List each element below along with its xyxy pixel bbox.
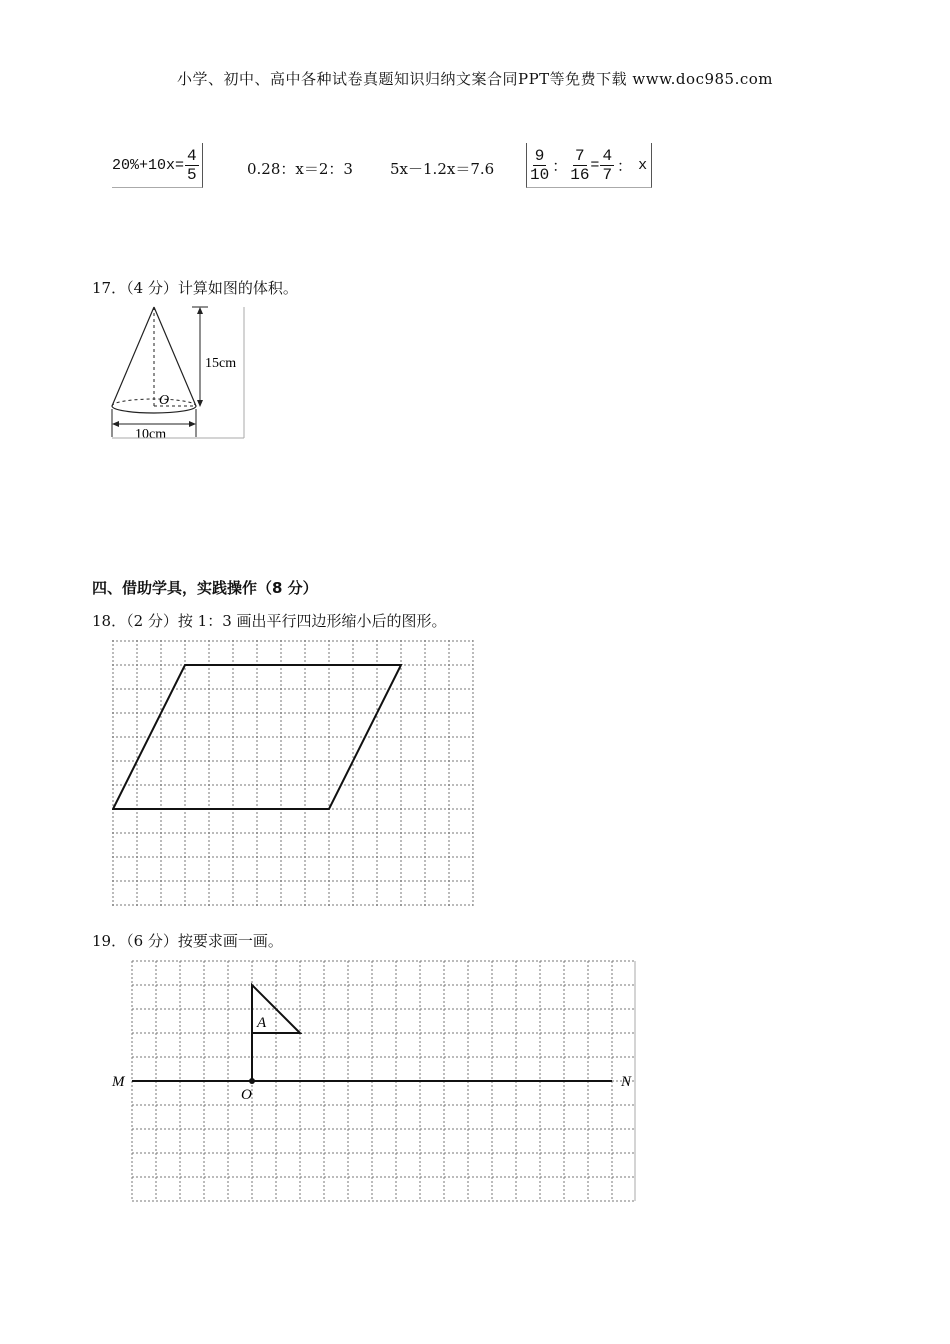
equation-1-numerator: 4 bbox=[187, 146, 197, 165]
equation-1-fraction bbox=[185, 147, 199, 184]
equation-4-f1-numerator: 9 bbox=[534, 146, 545, 165]
equation-4 bbox=[526, 143, 652, 188]
parallelogram-grid-figure bbox=[112, 640, 474, 908]
equation-1-lhs: 20%+10x= bbox=[112, 156, 185, 174]
height-arrow-head-down bbox=[197, 400, 203, 407]
question-18-text: 18．（2 分）按 1：3 画出平行四边形缩小后的图形。 bbox=[92, 612, 447, 630]
diameter-arrow-head-left bbox=[112, 421, 119, 427]
cone-figure bbox=[108, 303, 248, 443]
cone-base-front bbox=[112, 406, 196, 413]
label-m: M bbox=[112, 1074, 125, 1090]
equation-4-variable: x bbox=[638, 156, 648, 174]
height-arrow-head-up bbox=[197, 307, 203, 314]
label-n: N bbox=[621, 1074, 632, 1090]
grid-lines bbox=[112, 640, 473, 906]
label-a: A bbox=[257, 1015, 267, 1031]
point-o bbox=[249, 1078, 255, 1084]
equation-4-f3-numerator: 4 bbox=[602, 146, 613, 165]
equation-4-equals: = bbox=[590, 156, 600, 174]
cone-center-label: O bbox=[159, 393, 170, 408]
equation-4-fraction-2 bbox=[570, 147, 589, 184]
flag-grid-figure bbox=[106, 958, 646, 1206]
equation-4-f2-numerator: 7 bbox=[575, 146, 585, 165]
page-header: 小学、初中、高中各种试卷真题知识归纳文案合同PPT等免费下载 www.doc985.com bbox=[176, 70, 774, 88]
equation-4-f1-denominator: 10 bbox=[530, 165, 550, 184]
equation-4-fraction-3 bbox=[600, 147, 614, 184]
cone-left-edge bbox=[112, 307, 154, 406]
label-o: O bbox=[241, 1087, 252, 1103]
diameter-label: 10cm bbox=[135, 427, 167, 442]
diameter-arrow-head-right bbox=[189, 421, 196, 427]
equation-1-denominator: 5 bbox=[187, 165, 197, 184]
question-17-text: 17．（4 分）计算如图的体积。 bbox=[92, 279, 298, 297]
section-4-title: 四、借助学具，实践操作（8 分） bbox=[92, 579, 318, 597]
equation-3: 5x－1.2x＝7.6 bbox=[390, 160, 495, 178]
equation-2: 0.28：x＝2：3 bbox=[247, 160, 353, 178]
equation-4-fraction-1 bbox=[530, 147, 549, 184]
height-label: 15cm bbox=[205, 356, 237, 371]
equation-4-f3-denominator: 7 bbox=[602, 165, 613, 184]
cone-right-edge bbox=[154, 307, 196, 406]
question-19-text: 19．（6 分）按要求画一画。 bbox=[92, 932, 283, 950]
equation-1 bbox=[112, 143, 203, 188]
equation-4-f2-denominator: 16 bbox=[570, 165, 590, 184]
equation-4-ratio-sign-1: ： bbox=[552, 158, 568, 176]
equation-4-ratio-sign-2: ： bbox=[617, 158, 633, 176]
